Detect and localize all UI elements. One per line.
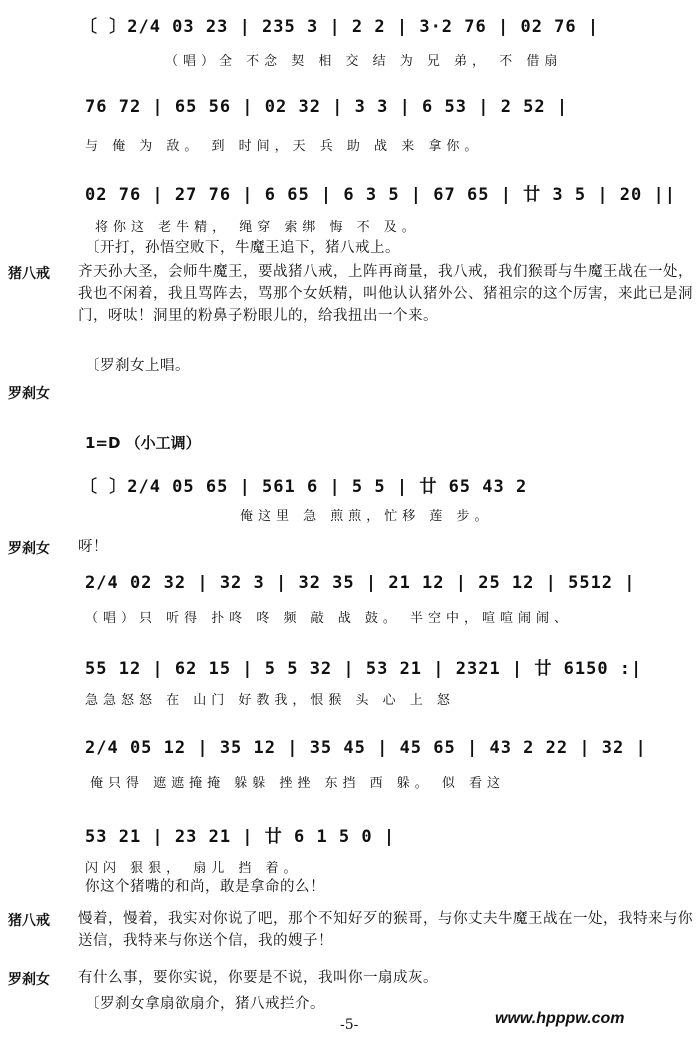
dialogue-text: 你这个猪嘴的和尚，敢是拿命的么！	[85, 879, 325, 895]
speaker-label: 猪八戒	[8, 266, 50, 282]
speaker-label: 猪八戒	[8, 913, 50, 929]
stage-direction: 〔开打，孙悟空败下，牛魔王追下，猪八戒上。	[85, 240, 400, 256]
music-notes-line: 55 12 | 62 15 | 5 5 32 | 53 21 | 2321 | 廿 6150 :|	[85, 659, 643, 679]
speaker-label: 罗刹女	[8, 541, 50, 557]
page-number: -5-	[340, 1017, 359, 1033]
speaker-label: 罗刹女	[8, 386, 50, 402]
music-lyrics-line: 将你这 老牛精， 绳穿 索绑 悔 不 及。	[95, 220, 420, 235]
music-notes-line: 〔 〕2/4 03 23 | 235 3 | 2 2 | 3·2 76 | 02 76 |	[80, 17, 600, 37]
dialogue-text: 齐天孙大圣，会师牛魔王，要战猪八戒，上阵再商量，我八戒，我们猴哥与牛魔王战在一处，我也不闲着，我且骂阵去，骂那个女妖精，叫他认认猪外公、猪祖宗的这个厉害，来此已是洞门，呀呔！洞里的粉鼻子粉眼儿的，给我扭出一个来。	[78, 264, 693, 324]
stage-direction: 〔罗刹女上唱。	[85, 358, 190, 374]
dialogue-text: 有什么事，要你实说，你要是不说，我叫你一扇成灰。	[78, 970, 438, 986]
music-notes-line: 53 21 | 23 21 | 廿 6 1 5 0 |	[85, 827, 396, 847]
music-lyrics-line: 俺这里 急 煎煎，忙移 莲 步。	[240, 509, 493, 524]
music-notes-line: 〔 〕2/4 05 65 | 561 6 | 5 5 | 廿 65 43 2	[80, 477, 528, 497]
dialogue-text: 慢着，慢着，我实对你说了吧，那个不知好歹的猴哥，与你丈夫牛魔王战在一处，我特来与你送信，我特来与你送个信，我的嫂子！	[78, 911, 693, 949]
music-notes-line: 76 72 | 65 56 | 02 32 | 3 3 | 6 53 | 2 52 |	[85, 97, 569, 117]
watermark-url: www.hpppw.com	[495, 1010, 625, 1027]
stage-direction: 〔罗刹女拿扇欲扇介，猪八戒拦介。	[85, 996, 325, 1012]
music-notes-line: 2/4 02 32 | 32 3 | 32 35 | 21 12 | 25 12 | 5512 |	[85, 573, 636, 593]
key-signature: 1=D （小工调）	[85, 434, 201, 452]
music-lyrics-line: （唱）全 不念 契 相 交 结 为 兄 弟， 不 借扇	[165, 54, 563, 69]
music-lyrics-line: 闪闪 狠狠， 扇儿 挡 着。	[85, 861, 302, 876]
music-lyrics-line: 与 俺 为 敌。 到 时间，天 兵 助 战 来 拿你。	[85, 139, 483, 154]
music-lyrics-line: 急急怒怒 在 山门 好教我，恨猴 头 心 上 怒	[85, 693, 455, 708]
music-lyrics-line: （唱）只 听得 扑咚 咚 频 敲 战 鼓。 半空中，喧喧闹闹、	[85, 611, 573, 626]
music-notes-line: 02 76 | 27 76 | 6 65 | 6 3 5 | 67 65 | 廿 3 5 | 20 ||	[85, 185, 676, 205]
music-lyrics-line: 俺只得 遮遮掩掩 躲躲 挫挫 东挡 西 躲。 似 看这	[90, 776, 506, 791]
music-notes-line: 2/4 05 12 | 35 12 | 35 45 | 45 65 | 43 2 22 | 32 |	[85, 738, 647, 758]
speaker-label: 罗刹女	[8, 972, 50, 988]
dialogue-text: 呀！	[78, 539, 108, 555]
